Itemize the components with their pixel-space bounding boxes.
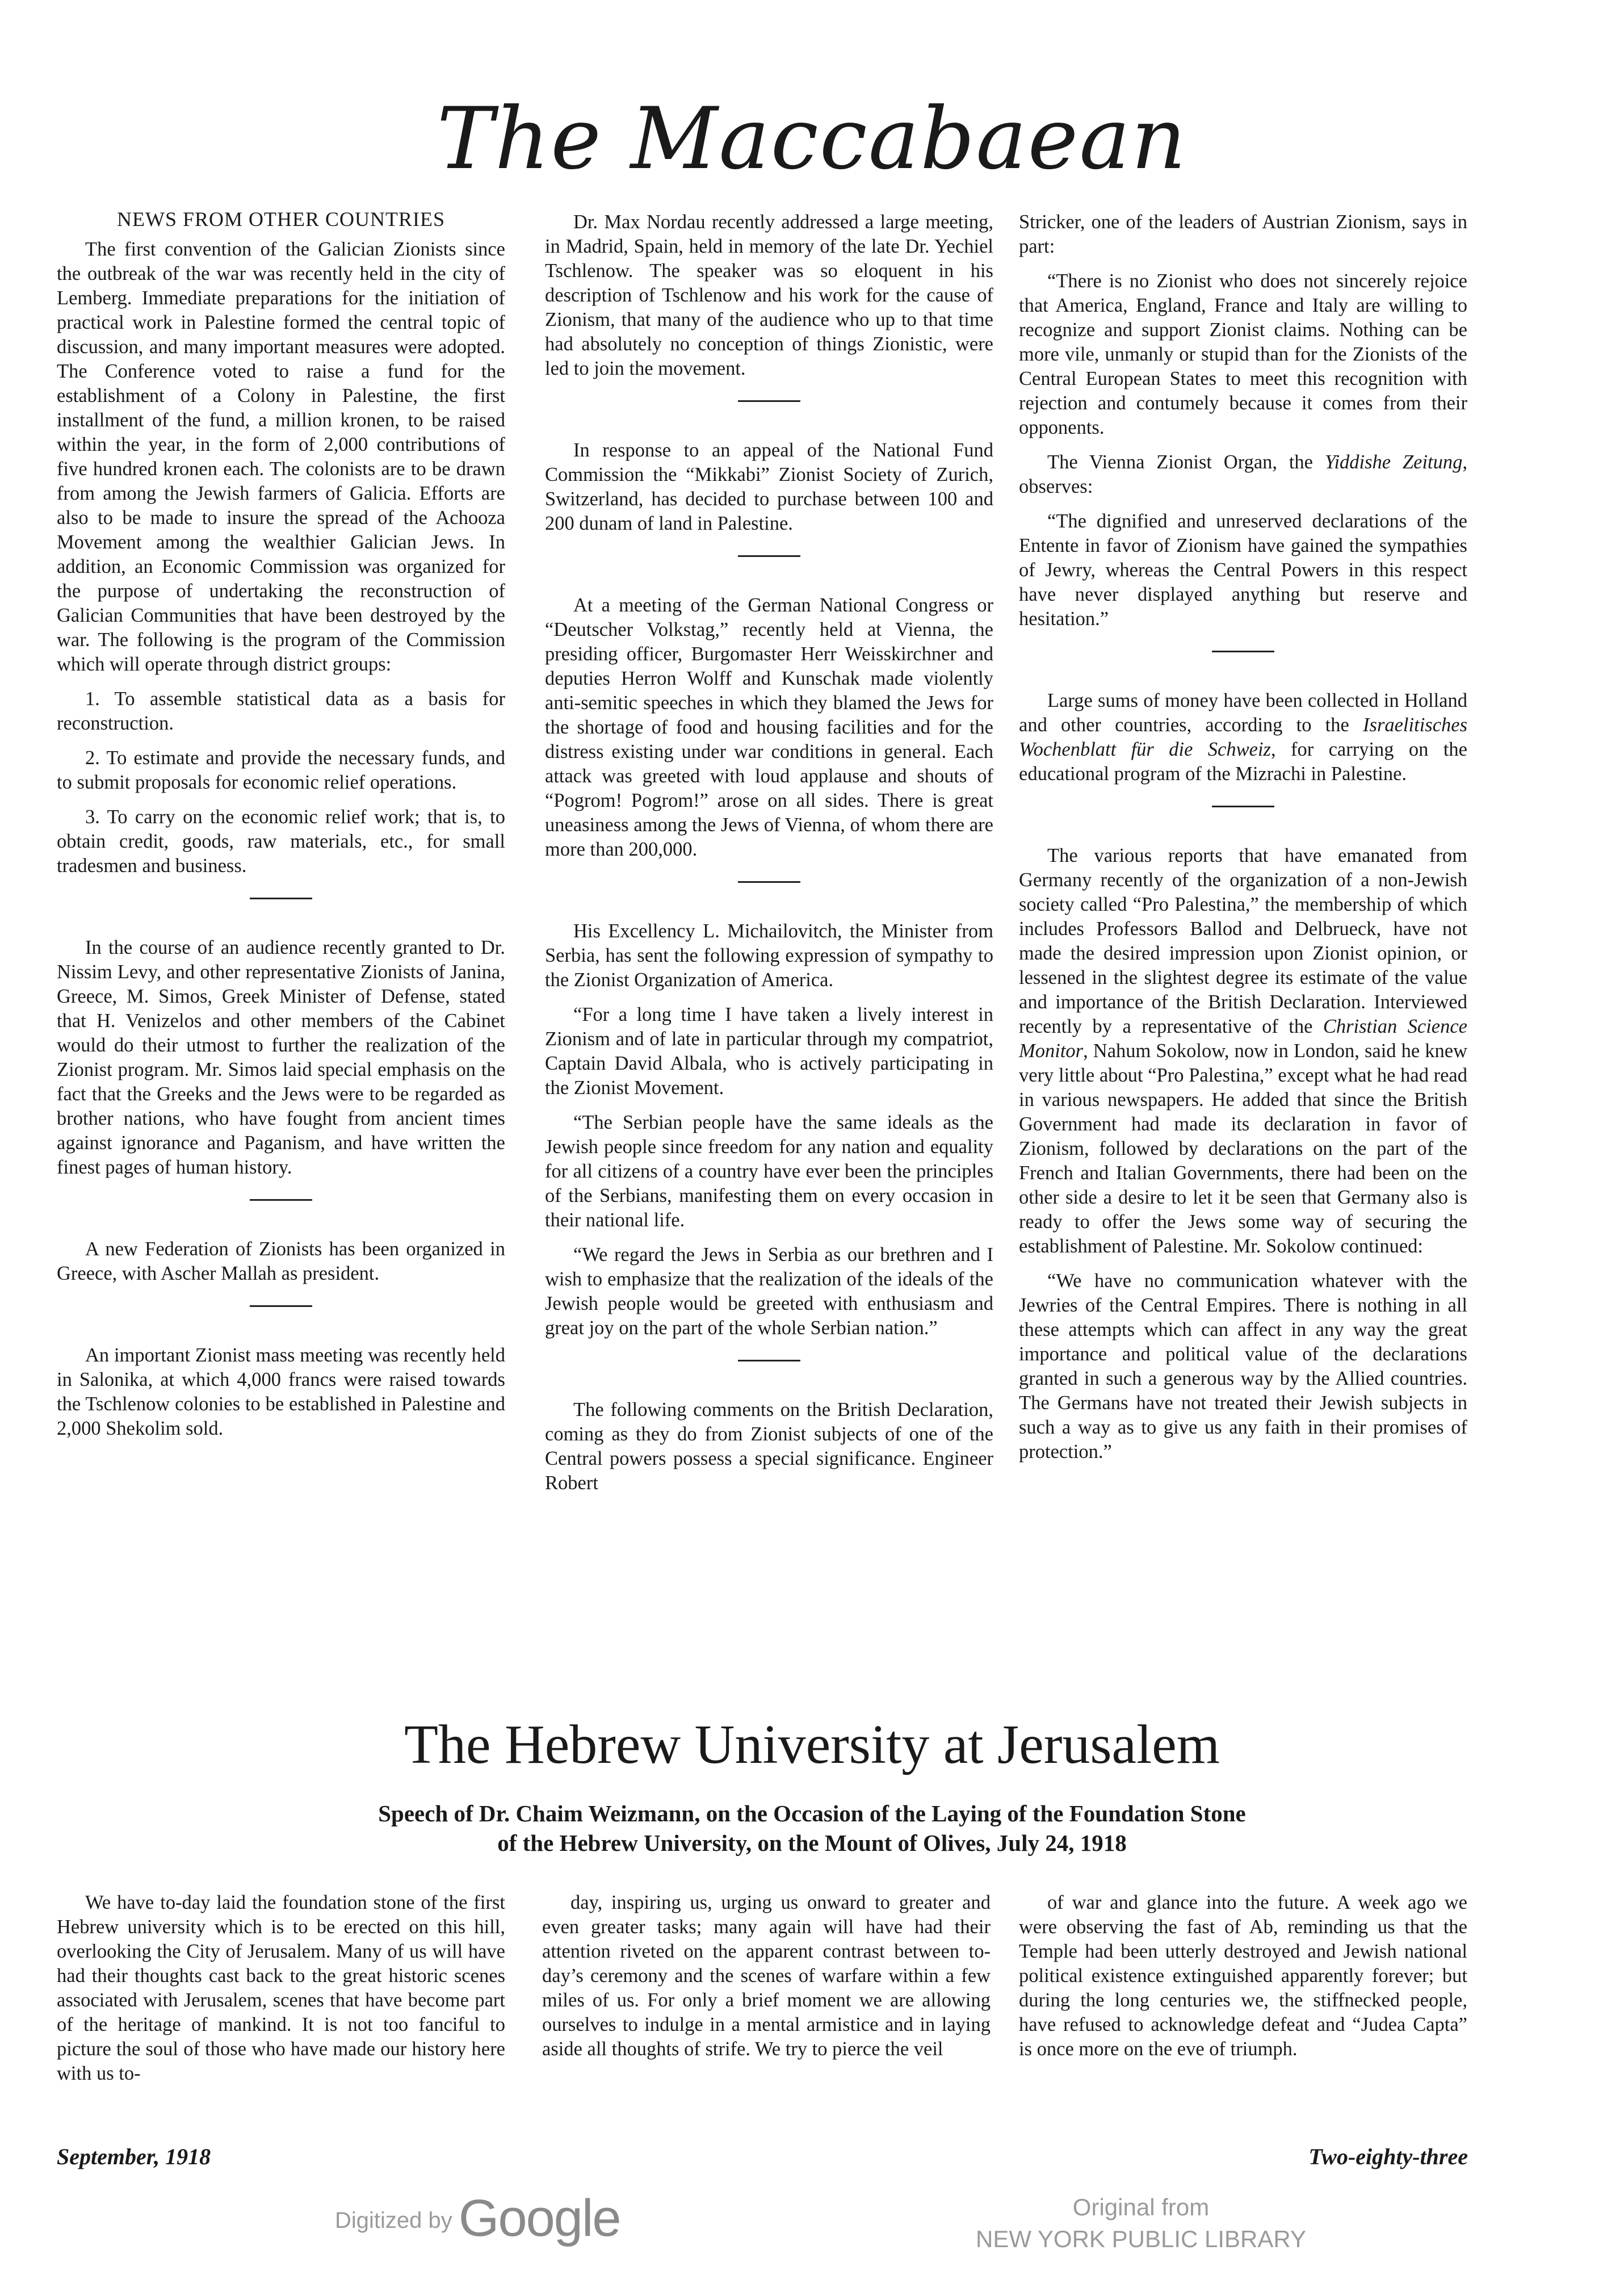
separator: [738, 881, 800, 883]
article-column-1: [57, 1891, 505, 2086]
article-subtitle: [0, 1799, 1624, 1858]
paragraph: 1. To assemble statistical data as a basis for reconstruction.: [57, 688, 505, 734]
text-run: , for carrying on the educational program of the Mizrachi in Palestine.: [1019, 739, 1467, 785]
paragraph: “For a long time I have taken a lively interest in Zionism and of late in particular through my compatriot, Captain David Albala, who is actively participating in the Zionist Movement.: [545, 1004, 993, 1099]
publication-name: Israelitisches Wochenblatt für die Schweiz: [1019, 714, 1468, 760]
paragraph: [1019, 689, 1467, 786]
paragraph: 3. To carry on the economic relief work; that is, to obtain credit, goods, raw materials, etc., for small tradesmen and business.: [57, 806, 505, 877]
paragraph: A new Federation of Zionists has been organized in Greece, with Ascher Mallah as president.: [57, 1238, 505, 1284]
news-column-1: [57, 207, 505, 1451]
paragraph: [1019, 450, 1467, 499]
source-library: NEW YORK PUBLIC LIBRARY: [976, 2226, 1306, 2252]
separator: [1212, 806, 1274, 807]
paragraph: Stricker, one of the leaders of Austrian Zionism, says in part:: [1019, 211, 1467, 257]
page-number: Two-eighty-three: [1308, 2144, 1468, 2169]
paragraph: “The Serbian people have the same ideals as the Jewish people since freedom for any nation and equality for all citizens of a country have ever been the principles of the Serbians, manifesting them on every occasion in their national life.: [545, 1112, 993, 1231]
google-logo: Google: [458, 2189, 620, 2247]
paragraph: “There is no Zionist who does not sincerely rejoice that America, England, France and Italy are willing to recognize and support Zionist claims. Nothing can be more vile, unmanly or stupid than for the Zionists of the Central European States to meet this recognition with rejection and contumely because it comes from their opponents.: [1019, 270, 1467, 438]
text-run: The various reports that have emanated from Germany recently of the organization of a non-Jewish society called “Pro Palestina,” the membership of which includes Professors Ballod and Delbrueck, have not made the desired impression upon Zionist opinion, or lessened in the slightest degree its estimate of the value and importance of the British Declaration. Interviewed recently by a representative of the: [1019, 845, 1467, 1037]
separator: [250, 1199, 312, 1201]
article-column-2: [542, 1891, 991, 2062]
paragraph: “We have no communication whatever with the Jewries of the Central Empires. There is nothing in all these attempts which can affect in any way the great importance and political value of the declarations granted in such a generous way by the Allied countries. The Germans have not treated their Jewish subjects in such a way as to give us any faith in their promises of protection.”: [1019, 1270, 1467, 1463]
article-title: The Hebrew University at Jerusalem: [404, 1714, 1220, 1775]
news-column-2: [545, 210, 993, 1506]
paragraph: “We regard the Jews in Serbia as our brethren and I wish to emphasize that the realization of the ideals of the Jewish people would be greeted with enthusiasm and great joy on the part of the whole Serbian nation.”: [545, 1244, 993, 1339]
separator: [1212, 651, 1274, 652]
paragraph: The first convention of the Galician Zionists since the outbreak of the war was recently held in the city of Lemberg. Immediate preparations for the initiation of practical work in Palestine formed the central topic of discussion, and many important measures were adopted. The Conference voted to raise a fund for the establishment of a Colony in Palestine, the first installment of the fund, a million kronen, to be raised within the year, in the form of 2,000 contributions of five hundred kronen each. The colonists are to be drawn from among the Jewish farmers of Galicia. Efforts are also to be made to insure the spread of the Achooza Movement among the wealthier Galician Jews. In addition, an Economic Commission was organized for the purpose of undertaking the reconstruction of Galician Communities that have been destroyed by the war. The following is the program of the Commission which will operate through district groups:: [57, 238, 505, 675]
paragraph: Dr. Max Nordau recently addressed a large meeting, in Madrid, Spain, held in memory of the late Dr. Yechiel Tschlenow. The speaker was so eloquent in his description of Tschlenow and his work for the cause of Zionism, that many of the audience who up to that time had absolutely no conception of things Zionistic, were led to join the movement.: [545, 211, 993, 379]
issue-date: September, 1918: [57, 2144, 211, 2169]
article-column-3: [1019, 1891, 1467, 2062]
separator: [250, 898, 312, 899]
text-run: The Vienna Zionist Organ, the: [1047, 451, 1313, 473]
paragraph: 2. To estimate and provide the necessary funds, and to submit proposals for economic relief operations.: [57, 747, 505, 793]
source-line: Original from: [1072, 2194, 1210, 2220]
text-run: , Nahum Sokolow, now in London, said he knew very little about “Pro Palestina,” except what he had read in various newspapers. He added that since the British Government had made its declaration in favor of Zionism, followed by declarations on the part of the French and Italian Governments, there had been on the other side a desire to let it be seen that Germany also is ready to offer the Jews some way of securing the establishment of Palestine. Mr. Sokolow continued:: [1019, 1040, 1467, 1257]
paragraph: of war and glance into the future. A week ago we were observing the fast of Ab, reminding us that the Temple had been utterly destroyed and Jewish national political existence extinguished apparently forever; but during the long centuries we, the stiffnecked people, have refused to acknowledge defeat and “Judea Capta” is once more on the eve of triumph.: [1019, 1892, 1467, 2060]
separator: [738, 400, 800, 402]
paragraph: We have to-day laid the foundation stone of the first Hebrew university which is to be erected on this hill, overlooking the City of Jerusalem. Many of us will have had their thoughts cast back to the great historic scenes associated with Jerusalem, scenes that have become part of the heritage of mankind. It is not too fanciful to picture the soul of those who have made our history here with us to-: [57, 1892, 505, 2084]
paragraph: “The dignified and unreserved declarations of the Entente in favor of Zionism have gained the sympathies of Jewry, whereas the Central Powers in this respect have never displayed anything but reserve and hesitation.”: [1019, 510, 1467, 630]
masthead-title: The Maccabaean: [437, 90, 1187, 188]
news-column-3: [1019, 210, 1467, 1474]
digitized-prefix: Digitized by: [335, 2208, 452, 2233]
paragraph: [1019, 844, 1467, 1259]
separator: [738, 555, 800, 557]
paragraph: In response to an appeal of the National Fund Commission the “Mikkabi” Zionist Society of Zurich, Switzerland, has decided to purchase between 100 and 200 dunam of land in Palestine.: [545, 439, 993, 534]
section-heading: NEWS FROM OTHER COUNTRIES: [116, 208, 446, 231]
paragraph: day, inspiring us, urging us onward to greater and even greater tasks; many again will have had their attention riveted on the apparent contrast between to-day’s ceremony and the scenes of warfare within a few miles of us. For only a brief moment we are allowing ourselves to indulge in a mental armistice and in laying aside all thoughts of strife. We try to pierce the veil: [542, 1892, 991, 2060]
text-run: , observes:: [1019, 451, 1467, 497]
text-run: Large sums of money have been collected in Holland and other countries, according to the: [1019, 690, 1467, 736]
subtitle-line: of the Hebrew University, on the Mount of Olives, July 24, 1918: [497, 1830, 1127, 1856]
paragraph: At a meeting of the German National Congress or “Deutscher Volkstag,” recently held at Vienna, the presiding officer, Burgomaster Herr Weisskirchner and deputies Herron Wolff and Kunschak made violently anti-semitic speeches in which they blamed the Jews for the shortage of food and housing facilities and for the distress existing under war conditions in general. Each attack was greeted with loud applause and shouts of “Pogrom! Pogrom!” arose on all sides. There is great uneasiness among the Jews of Vienna, of whom there are more than 200,000.: [545, 594, 993, 860]
paragraph: In the course of an audience recently granted to Dr. Nissim Levy, and other representative Zionists of Janina, Greece, M. Simos, Greek Minister of Defense, stated that H. Venizelos and other members of the Cabinet would do their utmost to further the realization of the Zionist program. Mr. Simos laid special emphasis on the fact that the Greeks and the Jews were to be regarded as brother nations, who have fought from ancient times against ignorance and Paganism, and have written the finest pages of human history.: [57, 937, 505, 1178]
publication-name: Yiddishe Zeitung: [1324, 451, 1463, 473]
digitized-notice: [335, 2189, 620, 2248]
separator: [250, 1305, 312, 1307]
separator: [738, 1360, 800, 1361]
source-notice: [965, 2192, 1317, 2255]
paragraph: His Excellency L. Michailovitch, the Minister from Serbia, has sent the following expression of sympathy to the Zionist Organization of America.: [545, 920, 993, 991]
publication-name: Christian Science Monitor: [1019, 1016, 1467, 1062]
paragraph: The following comments on the British Declaration, coming as they do from Zionist subjects of one of the Central powers possess a special significance. Engineer Robert: [545, 1399, 993, 1494]
subtitle-line: Speech of Dr. Chaim Weizmann, on the Occasion of the Laying of the Foundation Stone: [378, 1800, 1246, 1826]
paragraph: An important Zionist mass meeting was recently held in Salonika, at which 4,000 francs were raised towards the Tschlenow colonies to be established in Palestine and 2,000 Shekolim sold.: [57, 1344, 505, 1439]
